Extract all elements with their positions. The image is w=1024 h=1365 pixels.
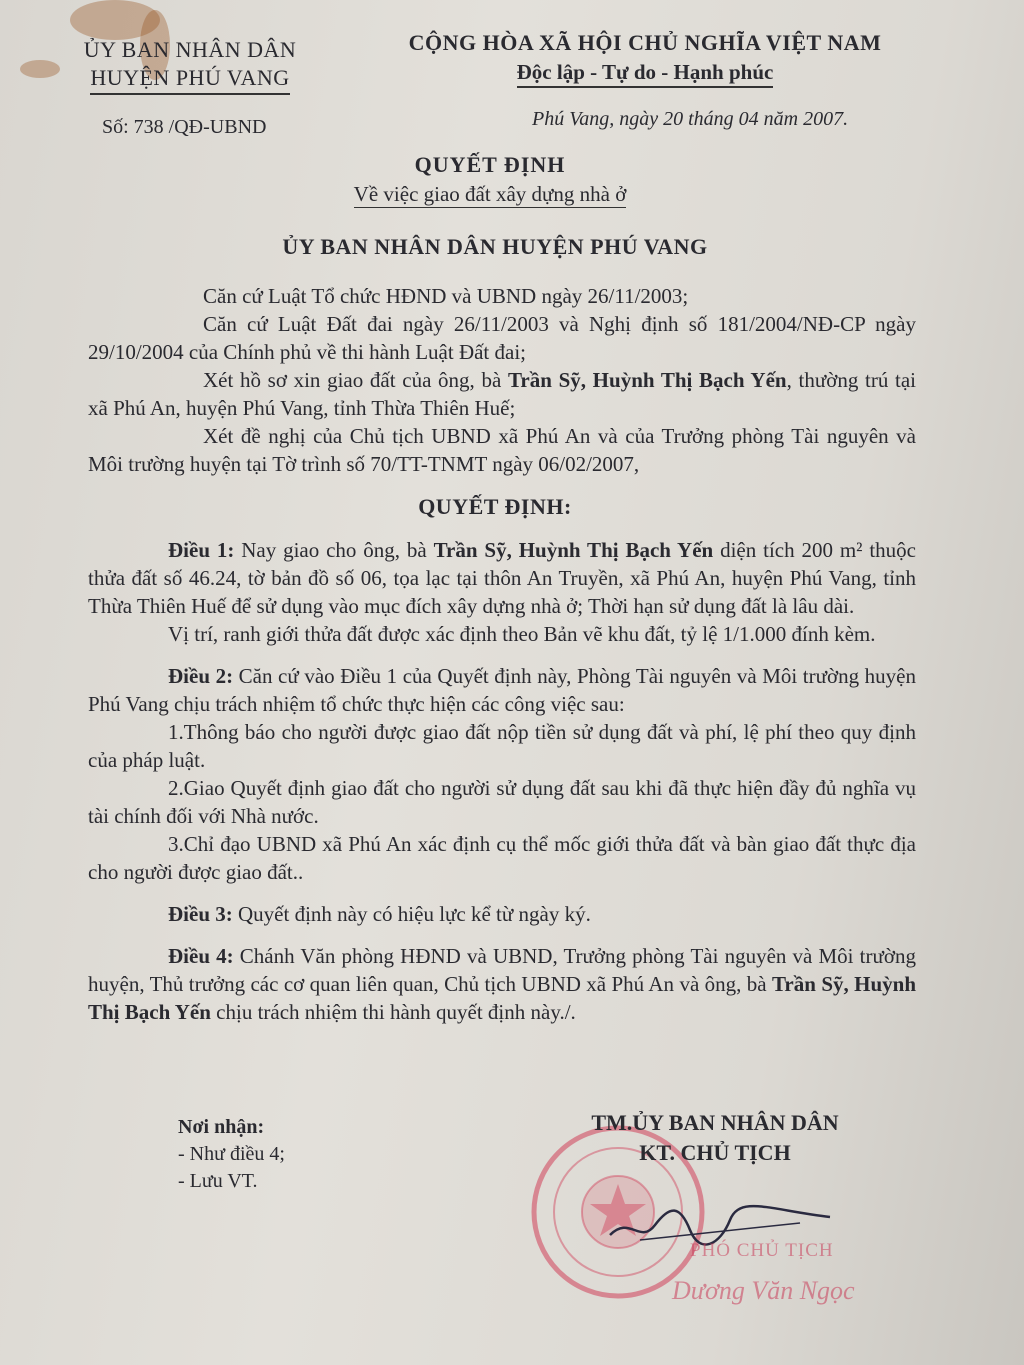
signature-line2: KT. CHỦ TỊCH: [639, 1140, 791, 1165]
signer-name: Dương Văn Ngọc: [672, 1276, 855, 1305]
signature-line1: TM.ỦY BAN NHÂN DÂN: [591, 1110, 839, 1135]
document-title: QUYẾT ĐỊNH: [414, 152, 566, 177]
recipient-item: - Lưu VT.: [178, 1170, 258, 1192]
decision-heading: QUYẾT ĐỊNH:: [418, 494, 572, 519]
articles: [88, 536, 916, 1026]
document-number: Số: 738 /QĐ-UBND: [102, 116, 267, 138]
national-header: [390, 30, 900, 88]
article-2: Điều 2: Căn cứ vào Điều 1 của Quyết định này, Phòng Tài nguyên và Môi trường huyện Phú Vang chịu trách nhiệm tổ chức thực hiện các công việc sau:: [88, 664, 916, 716]
preamble-p2: Căn cứ Luật Đất đai ngày 26/11/2003 và Nghị định số 181/2004/NĐ-CP ngày 29/10/2004 của Chính phủ về thi hành Luật Đất đai;: [88, 312, 916, 364]
org-line1: ỦY BAN NHÂN DÂN: [83, 37, 297, 62]
org-line2: HUYỆN PHÚ VANG: [90, 64, 289, 95]
motto: Độc lập - Tự do - Hạnh phúc: [517, 60, 774, 88]
preamble-p3: Xét hồ sơ xin giao đất của ông, bà Trần Sỹ, Huỳnh Thị Bạch Yến, thường trú tại xã Phú An, huyện Phú Vang, tỉnh Thừa Thiên Huế;: [88, 368, 916, 420]
article-3: Điều 3: Quyết định này có hiệu lực kể từ ngày ký.: [168, 902, 591, 926]
recipients-title: Nơi nhận:: [178, 1116, 265, 1138]
article-4: Điều 4: Chánh Văn phòng HĐND và UBND, Trưởng phòng Tài nguyên và Môi trường huyện, Thủ trưởng các cơ quan liên quan, Chủ tịch UBND xã Phú An và ông, bà Trần Sỹ, Huỳnh Thị Bạch Yến chịu trách nhiệm thi hành quyết định này./.: [88, 944, 916, 1024]
article-2-item-2: 2.Giao Quyết định giao đất cho người sử dụng đất sau khi đã thực hiện đầy đủ nghĩa vụ tài chính đối với Nhà nước.: [88, 776, 916, 828]
document-date: Phú Vang, ngày 20 tháng 04 năm 2007.: [532, 108, 849, 130]
issuer-heading: ỦY BAN NHÂN DÂN HUYỆN PHÚ VANG: [282, 234, 708, 259]
recipient-item: - Như điều 4;: [178, 1143, 285, 1165]
preamble-p1: Căn cứ Luật Tổ chức HĐND và UBND ngày 26/11/2003;: [203, 284, 689, 308]
article-1-p2: Vị trí, ranh giới thửa đất được xác định theo Bản vẽ khu đất, tỷ lệ 1/1.000 đính kèm.: [168, 622, 876, 646]
recipients: [178, 1114, 285, 1195]
issuing-org: [60, 36, 320, 95]
article-2-item-3: 3.Chỉ đạo UBND xã Phú An xác định cụ thể mốc giới thửa đất và bàn giao đất thực địa cho người được giao đất..: [88, 832, 916, 884]
article-2-item-1: 1.Thông báo cho người được giao đất nộp tiền sử dụng đất và phí, lệ phí theo quy định của pháp luật.: [88, 720, 916, 772]
preamble: [88, 282, 916, 478]
document-subtitle: Về việc giao đất xây dựng nhà ở: [353, 182, 627, 206]
preamble-p4: Xét đề nghị của Chủ tịch UBND xã Phú An và của Trưởng phòng Tài nguyên và Môi trường huyện tại Tờ trình số 70/TT-TNMT ngày 06/02/2007,: [88, 424, 916, 476]
country-name: CỘNG HÒA XÃ HỘI CHỦ NGHĨA VIỆT NAM: [408, 30, 882, 55]
signer-role: PHÓ CHỦ TỊCH: [690, 1240, 834, 1261]
article-1: Điều 1: Nay giao cho ông, bà Trần Sỹ, Huỳnh Thị Bạch Yến diện tích 200 m² thuộc thửa đất số 46.24, tờ bản đồ số 06, tọa lạc tại thôn An Truyền, xã Phú An, huyện Phú Vang, tỉnh Thừa Thiên Huế để sử dụng vào mục đích xây dựng nhà ở; Thời hạn sử dụng đất là lâu dài.: [88, 538, 916, 618]
signature-block: [560, 1108, 870, 1168]
stain: [20, 60, 60, 78]
